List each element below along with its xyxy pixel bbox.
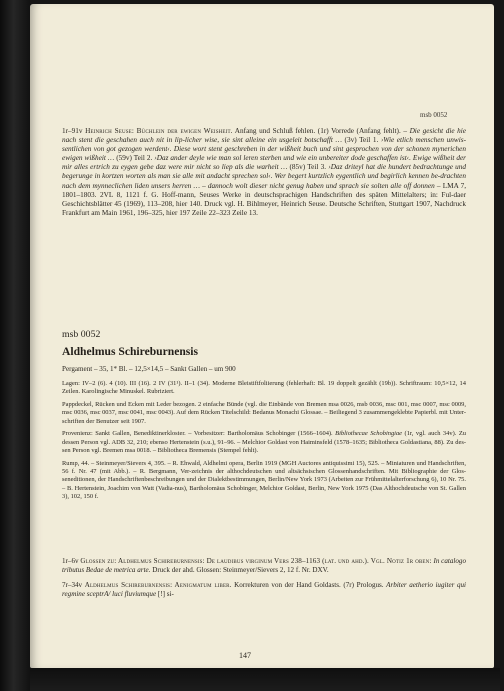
quote-segment: ›Daz driteyl hat die hundert bedrachtunge und begerunge in kortzen worten als man sie alle mit andacht sprechen sol‹. Wer begert kurtzlich eygentlich und begirlich kennen be-drachten nach dem mynneclichen liden unsers herren … – dannoch wolt dieser nicht genug haben und sprach sie solten alle off donnen (62, 163, 466, 190)
text-segment: Provenienz: Sankt Gallen, Benediktinerkloster. – Vorbesitzer: Bartholomäus Schobinger (1566–1604). (62, 430, 336, 438)
folio-range: 7r–34v (62, 580, 85, 589)
bottom-shadow (30, 668, 500, 691)
entry-title: Aldhelmus Schireburnensis (62, 345, 199, 358)
glossen-paragraph (62, 557, 466, 575)
text-segment: Korrekturen von der Hand Goldasts. (7r) Prologus. (231, 580, 387, 589)
text-segment: (85v) Teil 3. (287, 163, 329, 172)
einband-paragraph: Pappdeckel, Rücken und Ecken mit Leder bezogen. 2 einfache Bünde (vgl. die Einbände von Bremen msa 0026, msb 0036, msc 001, msc 0007, msc 0009, msc 0036, msc 0037, msc 0041, msc 0043). Auf dem Rücken Titelschild: Bedanus Monachi Glossae. – Beiliegend 3 zusammengeklebte Papierbl. mit Unter-schriften der Benutzer seit 1907. (62, 401, 466, 425)
aenigmata-paragraph (62, 581, 466, 599)
author-name: Heinrich Seuse: (85, 127, 135, 135)
text-segment: Druck der ahd. Glossen: Steinmeyer/Sievers 2, 12 f. Nr. DXV. (150, 565, 329, 574)
text-segment: Glossen zu: Aldhelmus Schireburnensis: De laudibus virginum Vers 238–1163 (lat. und ahd.). Vgl. Notiz 1r oben: (80, 557, 434, 565)
work-title: Aldhelmus Schireburnensis: Aenigmatum liber. (84, 580, 232, 589)
provenienz-paragraph (62, 430, 466, 455)
quote-segment: Arbiter aetherio iugiter qui regmine sceptrA/ luci fluviumque (62, 580, 467, 598)
folio-range: 1r–91v (62, 127, 83, 135)
text-segment: – LMA 7, 1801–1803. 2VL 8, 1121 f. G. Hoff-mann, Seuses Werke in deutschsprachigen Handschriften des späten Mittelalters; in: Ful-daer Geschichtsblätter 45 (1969), 113–208, hier 140. Druck vgl. H. Bihlmeyer, Heinrich Seuse. Deutsche Schriften, Stuttgart 1907, Nachdruck Frankfurt am Main 1961, 196–325, hier 197 Zeile 22–323 Zeile 13. (62, 181, 467, 217)
previous-entry-text (62, 127, 466, 218)
page-number: 147 (239, 651, 251, 660)
text-segment: Anfang und Schluß fehlen. (1r) Vorrede (Anfang fehlt). – (232, 127, 410, 135)
text-segment: [!] si- (156, 589, 174, 598)
entry-description (62, 380, 466, 501)
entry-meta-line: Pergament – 35, 1* Bl. – 12,5×14,5 – Sankt Gallen – um 900 (62, 365, 236, 373)
text-segment: (3v) Teil 1. (344, 136, 381, 145)
lagen-paragraph: Lagen: IV–2 (6). 4 (10). III (16). 2 IV (31¹). II–1 (34). Moderne Bleistiftfoliierung (fehlerhaft: Bl. 19 doppelt gezählt (19b)). Schriftraum: 10,5×12, 14 Zeilen. Karolingische Minuskel. Rubriziert. (62, 380, 466, 396)
work-title: Büchlein der ewigen Weisheit. (136, 127, 233, 135)
folio-range: 1r–6v (62, 557, 81, 565)
quote-segment: ›Daz ander deyle wie man sol leren sterben und wie ein unbereiter dode geschaffen ist‹. Ewige wißheit der mir alles ertrich zu eygen gebe daz were mir nicht so liep als die warheit … (62, 154, 466, 172)
previous-entry-paragraph (62, 127, 466, 218)
entry-contents (62, 557, 466, 599)
book-spine-shadow (0, 0, 30, 691)
quote-segment: Die gesicht die hie nach stent die geschahen auch nit in lip-licher wise, sie sint alleine ein usgeleit botschafft … (62, 127, 467, 145)
text-segment: (59v) Teil 2. (114, 154, 155, 163)
quote-segment: ›Wie etlich menschen unwis-sentlichen von got gezogen werdent‹. Diese wort stent geschreben in der wißheit buch und sint gesprochen von der schonen mynerichen ewigen wißheit … (62, 136, 466, 163)
quote-segment: In catalogo tributus Bedae de metrica arte. (62, 557, 466, 574)
text-segment: (1r, vgl. auch 34v). Zu dessen Person vgl. ADB 32, 210; ebenso Hertenstein (s.u.), 91–96. – Melchior Goldast von Haiminsfeld (1578–1635; Bibliotheca Goldastiana, 88). Zu des-sen Person vgl. Bremen msa 0018. – Bibliotheca Bremensis (Stempel fehlt). (62, 430, 466, 455)
quote-segment: Bibliothecae Schobingiae (335, 430, 403, 438)
entry-id: msb 0052 (62, 329, 101, 340)
running-header-id: msb 0052 (420, 111, 448, 119)
literatur-paragraph: Rump, 44. – Steinmeyer/Sievers 4, 395. – R. Ehwald, Aldhelmi opera, Berlin 1919 (MGH Auctores antiquissimi 15), 525. – Miniaturen und Handschriften, 56 f. Nr. 47 (mit Abb.). – R. Bergmann, Ver-zeichnis der althochdeutschen und altsächsischen Glossenhandschriften. Mit Bibliographie der Glos-seneditionen, der Handschriftenbeschreibungen und der Dialektbestimmungen, Berlin/New York 1973 (Arbeiten zur Frühmittelalterforschung 6), 10 Nr. 75. – B. Hertenstein, Joachim von Watt (Vadia-nus), Bartholomäus Schobinger, Melchior Goldast, Berlin, New York 1975 (Das Althochdeutsche von St. Gallen 3), 102, 150 f. (62, 459, 466, 501)
